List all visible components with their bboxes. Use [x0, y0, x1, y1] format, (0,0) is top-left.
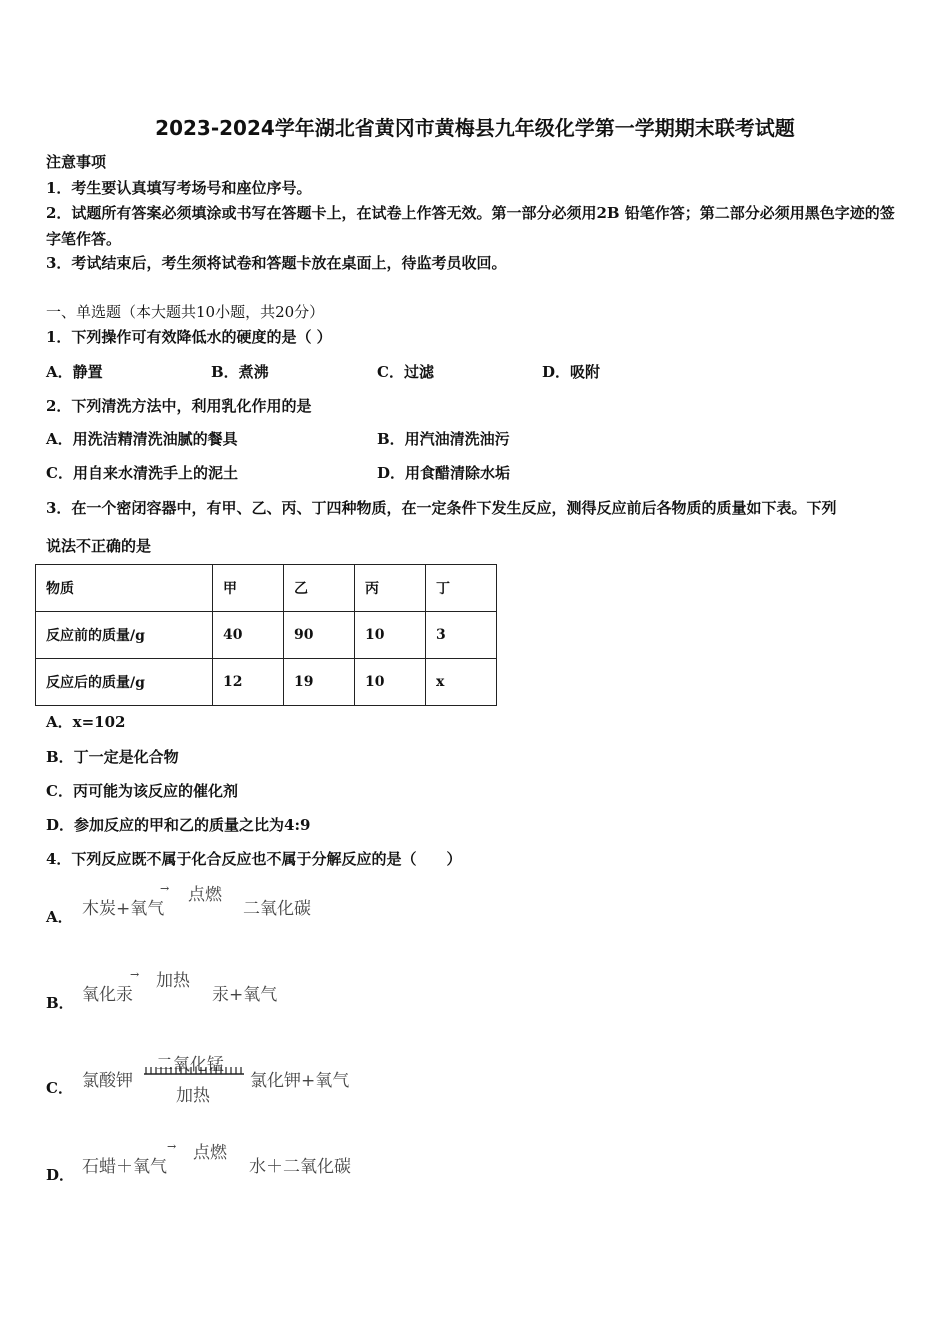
q3-option-b: B．丁一定是化合物 — [46, 748, 179, 766]
q3-option-a: A．x=102 — [46, 713, 126, 731]
table-cell: 10 — [355, 612, 426, 659]
q1-option-d: D．吸附 — [542, 363, 601, 381]
table-cell: 乙 — [284, 565, 355, 612]
q1-option-b: B．煮沸 — [211, 363, 269, 381]
q4-option-a-products: 二氧化碳 — [243, 899, 311, 919]
reaction-condition-bar-icon — [144, 1065, 244, 1075]
q1-option-c: C．过滤 — [377, 363, 434, 381]
table-row — [36, 659, 497, 706]
q4-option-b-products: 汞+氧气 — [212, 985, 278, 1005]
q2-stem: 2．下列清洗方法中，利用乳化作用的是 — [46, 397, 312, 415]
q4-option-c-letter: C． — [46, 1079, 73, 1097]
q1-option-a: A．静置 — [46, 363, 103, 381]
q4-option-d-condition: 点燃 — [193, 1143, 227, 1163]
q3-stem-line1: 3．在一个密闭容器中，有甲、乙、丙、丁四种物质，在一定条件下发生反应，测得反应前后各物质的质量如下表。下列 — [46, 499, 837, 517]
q3-option-d: D．参加反应的甲和乙的质量之比为4:9 — [46, 816, 311, 834]
table-cell: 3 — [426, 612, 497, 659]
table-cell: 19 — [284, 659, 355, 706]
q2-option-a: A．用洗洁精清洗油腻的餐具 — [46, 430, 238, 448]
notice-heading: 注意事项 — [46, 153, 107, 171]
table-cell: 90 — [284, 612, 355, 659]
q2-option-c: C．用自来水清洗手上的泥土 — [46, 464, 238, 482]
q2-option-b: B．用汽油清洗油污 — [377, 430, 510, 448]
table-cell: 反应后的质量/g — [36, 659, 213, 706]
q4-option-a-letter: A． — [46, 908, 73, 926]
q4-option-c-condition: 加热 — [176, 1086, 210, 1106]
q3-stem-line2: 说法不正确的是 — [46, 537, 152, 555]
q4-option-a-condition: 点燃 — [188, 885, 222, 905]
q4-stem: 4．下列反应既不属于化合反应也不属于分解反应的是（ ） — [46, 850, 462, 868]
mass-table — [35, 564, 497, 706]
notice-item-3: 3．考试结束后，考生须将试卷和答题卡放在桌面上，待监考员收回。 — [46, 254, 507, 272]
table-cell: x — [426, 659, 497, 706]
q4-option-d-letter: D． — [46, 1166, 75, 1184]
table-cell: 40 — [213, 612, 284, 659]
q4-option-c-catalyst: 二氧化锰 — [156, 1055, 224, 1075]
page-title: 2023-2024学年湖北省黄冈市黄梅县九年级化学第一学期期末联考试题 — [155, 116, 795, 140]
q4-option-d-products: 水＋二氧化碳 — [249, 1157, 351, 1177]
notice-item-2: 2．试题所有答案必须填涂或书写在答题卡上，在试卷上作答无效。第一部分必须用2B 铅笔作答；第二部分必须用黑色字迹的签字笔作答。 — [46, 204, 895, 248]
arrow-icon: → — [130, 968, 140, 981]
table-cell: 丁 — [426, 565, 497, 612]
q4-option-d-reactants: 石蜡＋氧气 — [82, 1157, 167, 1177]
table-cell: 甲 — [213, 565, 284, 612]
notice-item-1: 1．考生要认真填写考场号和座位序号。 — [46, 179, 312, 197]
table-cell: 10 — [355, 659, 426, 706]
q4-option-a-reactants: 木炭+氧气 — [82, 899, 165, 919]
arrow-icon: → — [160, 882, 170, 895]
q3-option-c: C．丙可能为该反应的催化剂 — [46, 782, 238, 800]
arrow-icon: → — [167, 1140, 177, 1153]
table-cell: 12 — [213, 659, 284, 706]
table-cell: 反应前的质量/g — [36, 612, 213, 659]
q1-stem: 1．下列操作可有效降低水的硬度的是（ ） — [46, 328, 332, 346]
table-row — [36, 612, 497, 659]
q4-option-c-products: 氯化钾+氧气 — [250, 1071, 350, 1091]
q4-option-c-reactants: 氯酸钾 — [82, 1071, 133, 1091]
table-header-row — [36, 565, 497, 612]
q4-option-b-letter: B． — [46, 994, 74, 1012]
section-heading: 一、单选题（本大题共10小题，共20分） — [46, 303, 325, 321]
table-cell: 丙 — [355, 565, 426, 612]
table-cell: 物质 — [36, 565, 213, 612]
q4-option-b-reactants: 氧化汞 — [82, 985, 133, 1005]
q2-option-d: D．用食醋清除水垢 — [377, 464, 511, 482]
q4-option-b-condition: 加热 — [156, 971, 190, 991]
